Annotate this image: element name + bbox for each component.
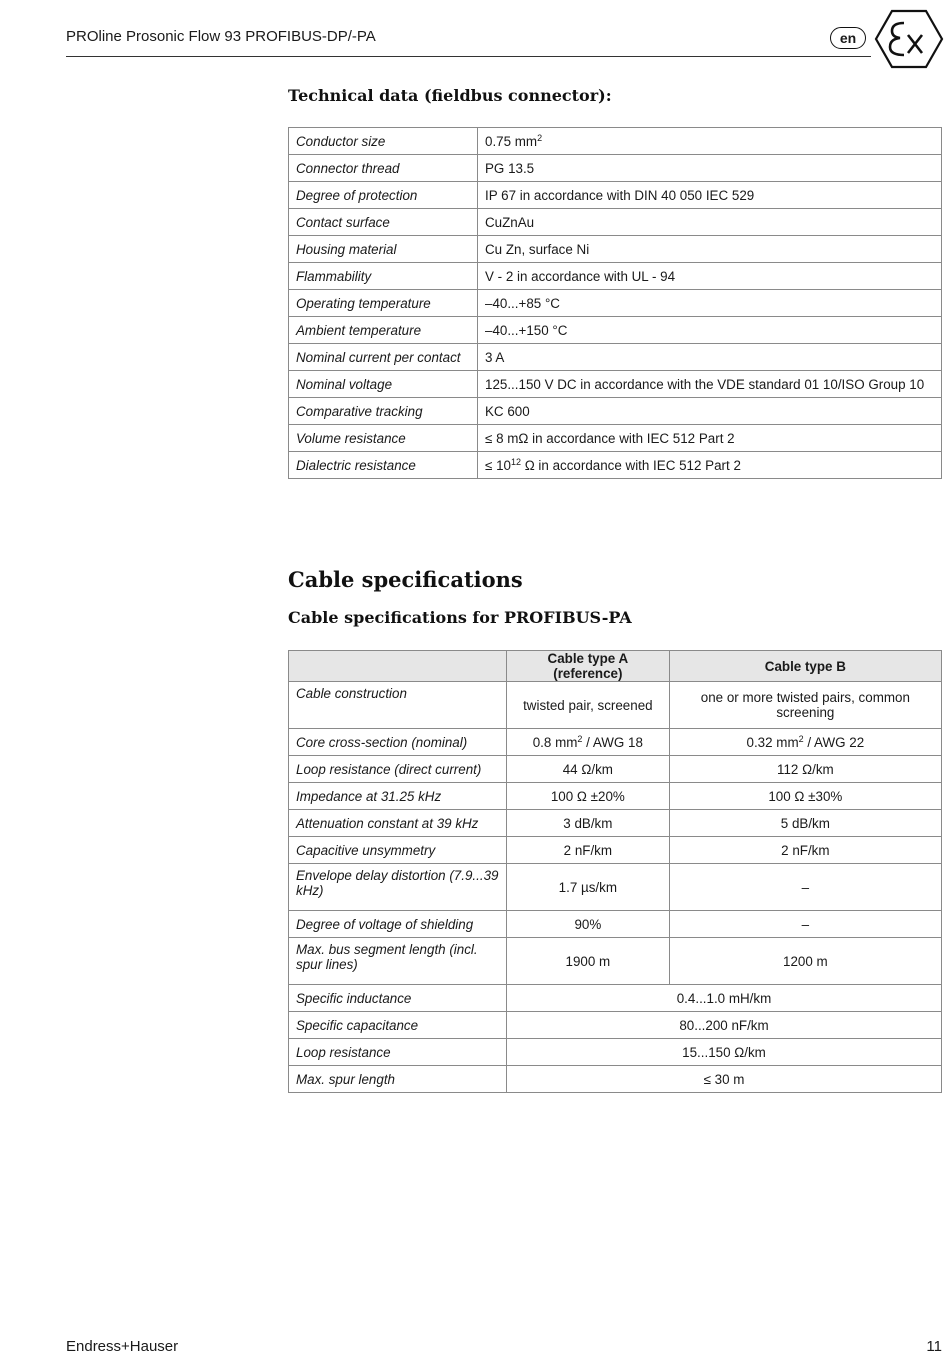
table-row [289,290,942,317]
table-row [289,371,942,398]
spec-value [478,209,942,236]
tech-data-heading: Technical data (fieldbus connector): [288,86,612,105]
header-cable-type-b: Cable type B [669,651,941,682]
spec-label: Volume resistance [289,425,478,452]
cable-property-label: Max. spur length [289,1066,507,1093]
text: –40...+85 °C [485,295,560,311]
cable-property-label: Cable construction [289,682,507,729]
spec-value [478,425,942,452]
text: –40...+150 °C [485,322,568,338]
cable-type-a-value [507,837,670,864]
spec-label: Connector thread [289,155,478,182]
spec-value [478,290,942,317]
spec-label: Dialectric resistance [289,452,478,479]
ex-hazard-icon [874,8,944,70]
cable-type-a-value [507,938,670,985]
cable-spec-title: Cable specifications [288,567,523,592]
spec-label: Nominal current per contact [289,344,478,371]
table-row [289,729,942,756]
cable-shared-value: 15...150 Ω/km [507,1039,942,1066]
cable-type-a-value [507,756,670,783]
cable-property-label: Loop resistance (direct current) [289,756,507,783]
spec-label: Conductor size [289,128,478,155]
cable-property-label: Degree of voltage of shielding [289,911,507,938]
text: PG 13.5 [485,160,535,176]
text: IP 67 in accordance with DIN 40 050 IEC 529 [485,187,755,203]
text: / AWG 18 [582,734,643,750]
cable-spec-subtitle: Cable specifications for PROFIBUS-PA [288,608,632,627]
text: / AWG 22 [803,734,865,750]
cable-property-label: Envelope delay distortion (7.9...39 kHz) [289,864,507,911]
cable-type-b-value [669,911,941,938]
superscript: 2 [798,733,804,744]
text: 3 A [485,349,505,365]
spec-value [478,182,942,209]
cable-type-a-value [507,783,670,810]
table-row [289,209,942,236]
table-row [289,236,942,263]
cable-type-b-value [669,864,941,911]
spec-value [478,236,942,263]
text: 0.32 mm [746,734,799,750]
superscript: 2 [577,733,583,744]
superscript: 12 [510,456,521,467]
text: ≤ 10 [485,457,511,473]
table-row [289,182,942,209]
cable-property-label: Attenuation constant at 39 kHz [289,810,507,837]
cable-shared-value: ≤ 30 m [507,1066,942,1093]
table-row [289,155,942,182]
table-row [289,398,942,425]
language-badge: en [830,27,866,49]
document-header-title: PROline Prosonic Flow 93 PROFIBUS-DP/-PA [66,28,376,45]
table-header-row [289,651,942,682]
spec-label: Ambient temperature [289,317,478,344]
cable-shared-value: 80...200 nF/km [507,1012,942,1039]
spec-label: Comparative tracking [289,398,478,425]
text: 5 dB/km [780,815,830,831]
table-row [289,128,942,155]
table-row [289,344,942,371]
cable-type-b-value [669,783,941,810]
text: 112 Ω/km [777,761,834,777]
text: 2 nF/km [563,842,613,858]
spec-label: Contact surface [289,209,478,236]
header-divider [66,56,871,57]
header-blank-cell [289,651,507,682]
cable-property-label: Loop resistance [289,1039,507,1066]
text: twisted pair, screened [523,697,653,713]
text: ≤ 8 mΩ in accordance with IEC 512 Part 2 [485,430,735,446]
cable-type-a-value [507,682,670,729]
text: 44 Ω/km [562,761,613,777]
tech-data-table [288,127,942,479]
text: Cu Zn, surface Ni [485,241,590,257]
text: 3 dB/km [563,815,613,831]
table-row [289,810,942,837]
spec-value [478,155,942,182]
text: 1200 m [783,953,828,969]
spec-label: Degree of protection [289,182,478,209]
cable-property-label: Impedance at 31.25 kHz [289,783,507,810]
table-row [289,1066,942,1093]
cable-property-label: Core cross-section (nominal) [289,729,507,756]
spec-value [478,128,942,155]
cable-type-a-value [507,911,670,938]
table-row [289,1039,942,1066]
text: 90% [574,916,602,932]
cable-type-b-value [669,729,941,756]
cable-type-b-value [669,810,941,837]
text: – [801,916,810,932]
table-row [289,756,942,783]
cable-spec-table [288,650,942,1093]
text: 1.7 µs/km [558,879,617,895]
text: 2 nF/km [781,842,830,858]
cable-type-b-value [669,682,941,729]
cable-type-b-value [669,938,941,985]
table-row [289,263,942,290]
table-row [289,682,942,729]
text: – [801,879,810,895]
cable-property-label: Max. bus segment length (incl. spur lines) [289,938,507,985]
table-row [289,783,942,810]
table-row [289,317,942,344]
spec-label: Nominal voltage [289,371,478,398]
spec-value [478,452,942,479]
spec-value [478,398,942,425]
table-row [289,425,942,452]
spec-label: Housing material [289,236,478,263]
spec-label: Flammability [289,263,478,290]
table-row [289,938,942,985]
text: 1900 m [565,953,611,969]
cable-type-b-value [669,756,941,783]
text: 125...150 V DC in accordance with the VDE standard 01 10/ISO Group 10 [485,376,925,392]
spec-value [478,344,942,371]
table-row [289,1012,942,1039]
cable-property-label: Specific capacitance [289,1012,507,1039]
cable-type-b-value [669,837,941,864]
footer-brand: Endress+Hauser [66,1338,179,1355]
page-number: 11 [926,1338,942,1355]
text: 100 Ω ±30% [768,788,843,804]
cable-shared-value: 0.4...1.0 mH/km [507,985,942,1012]
text: KC 600 [485,403,530,419]
table-row [289,911,942,938]
header-cable-type-a: Cable type A (reference) [507,651,670,682]
spec-value [478,371,942,398]
spec-value [478,263,942,290]
text: 0.8 mm [532,734,578,750]
text: 100 Ω ±20% [550,788,625,804]
table-row [289,985,942,1012]
text: 0.75 mm [485,133,538,149]
cable-type-a-value [507,810,670,837]
cable-property-label: Capacitive unsymmetry [289,837,507,864]
text: Ω in accordance with IEC 512 Part 2 [520,457,741,473]
text: V - 2 in accordance with UL - 94 [485,268,676,284]
superscript: 2 [537,132,543,143]
table-row [289,864,942,911]
text: CuZnAu [485,214,535,230]
spec-value [478,317,942,344]
cable-property-label: Specific inductance [289,985,507,1012]
table-row [289,837,942,864]
cable-type-a-value [507,729,670,756]
text: one or more twisted pairs, common screening [700,690,910,720]
table-row [289,452,942,479]
cable-type-a-value [507,864,670,911]
spec-label: Operating temperature [289,290,478,317]
